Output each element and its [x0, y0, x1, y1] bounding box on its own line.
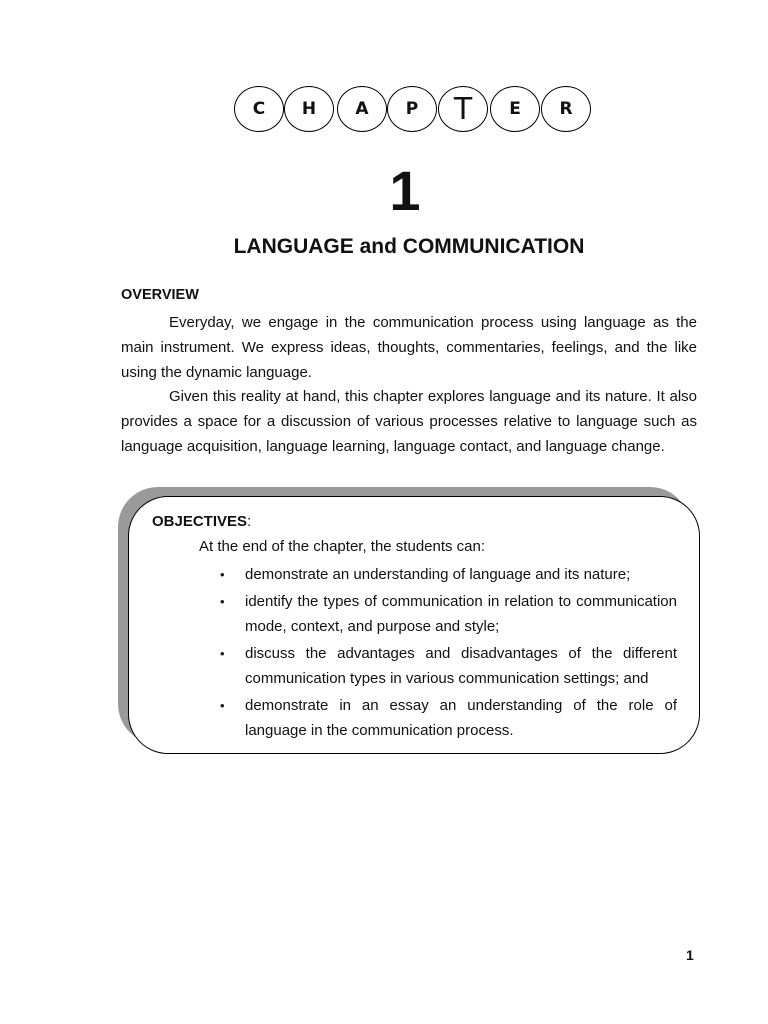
objective-text: demonstrate an understanding of language and its nature;: [245, 566, 631, 583]
objectives-heading: [152, 513, 251, 530]
overview-paragraph-1: [121, 310, 697, 385]
objectives-heading-text: OBJECTIVES: [152, 513, 248, 530]
objectives-list: [220, 562, 677, 745]
chapter-letter-p: P: [387, 86, 437, 132]
overview-paragraph-2: [121, 384, 697, 459]
chapter-letter-h: H: [284, 86, 334, 132]
bullet-icon: •: [220, 645, 225, 661]
objective-item: [220, 641, 677, 692]
chapter-letter-c: C: [234, 86, 284, 132]
objective-item: [220, 693, 677, 744]
objective-item: [220, 589, 677, 640]
objective-text: discuss the advantages and disadvantages of the different communication types in various communication settings; and: [245, 644, 677, 687]
objectives-heading-colon: :: [247, 513, 252, 530]
chapter-letter-e: E: [490, 86, 540, 132]
page-number: 1: [686, 947, 694, 963]
bullet-icon: •: [220, 567, 225, 582]
chapter-number: 1: [389, 159, 421, 222]
objectives-intro: At the end of the chapter, the students can:: [199, 538, 486, 555]
chapter-letter-a: A: [337, 86, 387, 132]
objective-item: [220, 562, 677, 588]
bullet-icon: •: [220, 697, 225, 713]
overview-heading: OVERVIEW: [121, 287, 199, 303]
objective-text: identify the types of communication in relation to communication mode, context, and purpose and style;: [245, 592, 677, 635]
objective-text: demonstrate in an essay an understanding of the role of language in the communication process.: [245, 696, 677, 739]
overview-paragraph-2-text: Given this reality at hand, this chapter explores language and its nature. It also provides a space for a discussion of various processes relative to language such as language acquisition, language learning, language contact, and language change.: [121, 388, 697, 455]
chapter-title: LANGUAGE and COMMUNICATION: [233, 235, 585, 258]
chapter-letter-t: T: [438, 86, 488, 132]
chapter-letter-r: R: [541, 86, 591, 132]
bullet-icon: •: [220, 593, 225, 609]
overview-paragraph-1-text: Everyday, we engage in the communication process using language as the main instrument. We express ideas, thoughts, commentaries, feelings, and the like using the dynamic language.: [121, 314, 697, 381]
chapter-banner: [234, 86, 594, 134]
